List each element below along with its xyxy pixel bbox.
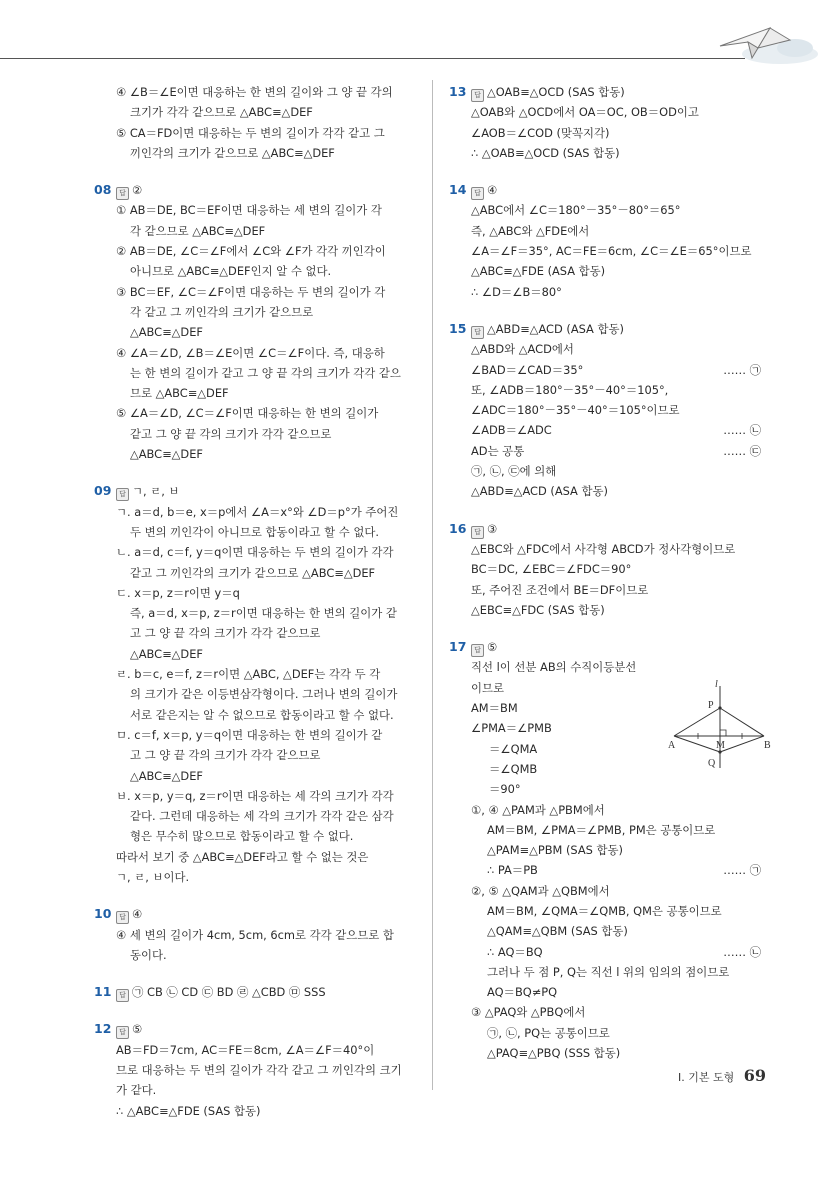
- question-header: [94, 982, 416, 1002]
- solution-line: [94, 867, 416, 887]
- solution-text: ∴ PA＝PB: [487, 863, 538, 878]
- answer-text: ⑤: [487, 640, 498, 655]
- solution-line: [94, 623, 416, 643]
- answer-text: ㉠ CB ㉡ CD ㉢ BD ㉣ △CBD ㉤ SSS: [132, 985, 326, 1000]
- solution-text: ②, ⑤ △QAM과 △QBM에서: [471, 883, 610, 898]
- question-header: [94, 481, 416, 501]
- solution-line: [449, 820, 769, 840]
- label-l: l: [715, 679, 718, 690]
- solution-text: AQ＝BQ≠PQ: [487, 985, 558, 1000]
- solution-line: [449, 200, 769, 220]
- question-number: 13: [449, 84, 467, 99]
- solution-text: 동이다.: [130, 947, 167, 962]
- solution-line: [94, 261, 416, 281]
- solution-text: ④ ∠B＝∠E이면 대응하는 한 변의 길이와 그 양 끝 각의: [116, 85, 393, 99]
- solution-line: [449, 1023, 769, 1043]
- solution-line: [94, 806, 416, 826]
- solution-line: [94, 143, 416, 163]
- solution-text: ∴ △OAB≡△OCD (SAS 합동): [471, 145, 620, 160]
- label-m: M: [716, 740, 725, 751]
- question-number: 11: [94, 984, 112, 1000]
- solution-line: [449, 901, 769, 921]
- solution-text: △PAM≡△PBM (SAS 합동): [487, 843, 623, 858]
- solution-line: [94, 644, 416, 664]
- solution-text: 즉, △ABC와 △FDE에서: [471, 223, 590, 238]
- solution-line: [94, 1101, 416, 1121]
- solution-text: ㄱ. a＝d, b＝e, x＝p에서 ∠A＝x°와 ∠D＝p°가 주어진: [116, 504, 399, 519]
- solution-line: [94, 502, 416, 522]
- solution-text: ∠ADB＝∠ADC: [471, 423, 552, 438]
- solution-text: 는 한 변의 길이가 같고 그 양 끝 각의 크기가 각각 같으: [130, 365, 401, 380]
- solution-text: 각 같고 그 끼인각의 크기가 같으므로: [130, 304, 314, 319]
- solution-text: BC＝DC, ∠EBC＝∠FDC＝90°: [471, 562, 632, 577]
- solution-line: [94, 1060, 416, 1080]
- solution-line: [449, 559, 769, 579]
- solution-line: [449, 580, 769, 600]
- solution-text: ∠PMA＝∠PMB: [471, 721, 552, 736]
- solution-line: [94, 542, 416, 562]
- reference-mark: …… ㉠: [723, 863, 761, 878]
- solution-line: [94, 200, 416, 220]
- solution-line: [94, 102, 416, 122]
- question-header: [449, 82, 769, 102]
- column-divider: [432, 80, 433, 1090]
- answer-text: ③: [487, 521, 498, 536]
- solution-text: 각 같으므로 △ABC≡△DEF: [130, 223, 266, 238]
- question-number: 17: [449, 639, 467, 655]
- solution-line: [94, 424, 416, 444]
- solution-text: ④ 세 변의 길이가 4cm, 5cm, 6cm로 각각 같으므로 합: [116, 927, 394, 942]
- solution-line: [449, 982, 769, 1002]
- solution-text: 같고 그 끼인각의 크기가 같으므로 △ABC≡△DEF: [130, 565, 376, 580]
- solution-text: 그러나 두 점 P, Q는 직선 l 위의 임의의 점이므로: [487, 964, 730, 979]
- segment-qa: [674, 736, 720, 752]
- solution-text: △ABC≡△DEF: [130, 447, 203, 462]
- solution-line: [94, 241, 416, 261]
- solution-text: 므로 △ABC≡△DEF: [130, 386, 229, 401]
- solution-line: [449, 600, 769, 620]
- label-a: A: [668, 740, 676, 751]
- solution-text: ② AB＝DE, ∠C＝∠F에서 ∠C와 ∠F가 각각 끼인각이: [116, 244, 386, 259]
- solution-line: [449, 800, 769, 820]
- solution-line: [94, 725, 416, 745]
- solution-text: △ABC≡△DEF: [130, 768, 203, 783]
- question-number: 15: [449, 320, 467, 336]
- solution-text: △ABC≡△DEF: [130, 325, 203, 340]
- solution-line: [449, 1043, 769, 1063]
- solution-text: AM＝BM, ∠PMA＝∠PMB, PM은 공통이므로: [487, 822, 716, 837]
- answer-text: △OAB≡△OCD (SAS 합동): [487, 85, 625, 99]
- solution-line: [449, 962, 769, 982]
- header-rule: [0, 58, 745, 59]
- solution-text: ⑤ ∠A＝∠D, ∠C＝∠F이면 대응하는 한 변의 길이가: [116, 406, 379, 421]
- question-header: [449, 637, 769, 657]
- question-header: [94, 180, 416, 200]
- solution-line: [449, 1002, 769, 1022]
- solution-line: [449, 539, 769, 559]
- solution-line: [449, 241, 769, 261]
- solution-line: [94, 1040, 416, 1060]
- solution-line: [94, 1080, 416, 1100]
- solution-text: 형은 무수히 많으므로 합동이라고 할 수 없다.: [130, 829, 354, 844]
- solution-line: [449, 881, 769, 901]
- solution-line: [449, 779, 769, 799]
- solution-line: [449, 840, 769, 860]
- solution-text: ③ BC＝EF, ∠C＝∠F이면 대응하는 두 변의 길이가 각: [116, 284, 386, 299]
- reference-mark: …… ㉠: [723, 362, 761, 377]
- reference-mark: …… ㉡: [723, 423, 761, 438]
- section-label: Ⅰ. 기본 도형: [678, 1071, 735, 1084]
- question-header: [94, 904, 416, 924]
- solution-text: ① AB＝DE, BC＝EF이면 대응하는 세 변의 길이가 각: [116, 203, 382, 218]
- solution-line: [94, 221, 416, 241]
- solution-line: [94, 847, 416, 867]
- solution-text: 끼인각의 크기가 같으므로 △ABC≡△DEF: [130, 145, 335, 160]
- solution-line: [94, 603, 416, 623]
- solution-line: [94, 82, 416, 102]
- page-number: 69: [743, 1066, 767, 1085]
- solution-line: [94, 444, 416, 464]
- solution-text: 같다. 그런데 대응하는 세 각의 크기가 각각 같은 삼각: [130, 809, 394, 824]
- solution-line: [449, 360, 769, 380]
- solution-line: [449, 221, 769, 241]
- solution-text: ＝∠QMA: [489, 741, 538, 756]
- solution-line: [94, 826, 416, 846]
- reference-mark: …… ㉡: [723, 944, 761, 959]
- solution-line: [449, 481, 769, 501]
- solution-line: [94, 766, 416, 786]
- question-number: 09: [94, 483, 112, 499]
- solution-line: [449, 921, 769, 941]
- solution-line: [94, 925, 416, 945]
- solution-text: ④ ∠A＝∠D, ∠B＝∠E이면 ∠C＝∠F이다. 즉, 대응하: [116, 345, 385, 360]
- answer-badge-icon: 답: [471, 89, 484, 102]
- answer-badge-icon: 답: [471, 526, 484, 539]
- solution-text: ∴ AQ＝BQ: [487, 944, 543, 959]
- solution-text: AD는 공통: [471, 443, 525, 458]
- question-header: [94, 1019, 416, 1039]
- solution-text: AM＝BM, ∠QMA＝∠QMB, QM은 공통이므로: [487, 903, 722, 918]
- solution-text: △ABD≡△ACD (ASA 합동): [471, 484, 608, 499]
- solution-text: 즉, a＝d, x＝p, z＝r이면 대응하는 한 변의 길이가 같: [130, 606, 397, 621]
- reference-mark: …… ㉢: [723, 443, 761, 458]
- right-column: [449, 82, 769, 1063]
- question-number: 12: [94, 1021, 112, 1037]
- solution-text: △PAQ≡△PBQ (SSS 합동): [487, 1046, 621, 1061]
- page-footer: [678, 1066, 766, 1085]
- solution-text: ①, ④ △PAM과 △PBM에서: [471, 802, 605, 817]
- solution-line: [94, 945, 416, 965]
- solution-text: 또, ∠ADB＝180°－35°－40°＝105°,: [471, 382, 669, 397]
- solution-text: 따라서 보기 중 △ABC≡△DEF라고 할 수 없는 것은: [116, 849, 369, 864]
- question-number: 16: [449, 520, 467, 536]
- solution-text: 가 같다.: [116, 1083, 157, 1098]
- solution-line: [449, 420, 769, 440]
- solution-text: 고 그 양 끝 각의 크기가 각각 같으므로: [130, 626, 321, 641]
- solution-text: AB＝FD＝7cm, AC＝FE＝8cm, ∠A＝∠F＝40°이: [116, 1042, 375, 1057]
- solution-text: 크기가 각각 같으므로 △ABC≡△DEF: [130, 105, 313, 120]
- solution-line: [449, 657, 769, 677]
- solution-text: ㄷ. x＝p, z＝r이면 y＝q: [116, 585, 240, 600]
- solution-line: [449, 102, 769, 122]
- solution-line: [449, 400, 769, 420]
- solution-text: ㄱ, ㄹ, ㅂ이다.: [116, 869, 190, 884]
- solution-text: 두 변의 끼인각이 아니므로 합동이라고 할 수 없다.: [130, 524, 380, 539]
- solution-line: [94, 343, 416, 363]
- solution-line: [449, 461, 769, 481]
- solution-line: [94, 322, 416, 342]
- solution-text: 고 그 양 끝 각의 크기가 각각 같으므로: [130, 748, 321, 763]
- question-number: 08: [94, 182, 112, 198]
- answer-badge-icon: 답: [116, 911, 129, 924]
- solution-text: △ABC≡△DEF: [130, 646, 203, 661]
- answer-text: ②: [132, 183, 143, 198]
- answer-text: ④: [132, 907, 143, 922]
- solution-text: △ABC≡△FDE (ASA 합동): [471, 264, 606, 279]
- solution-text: ∠AOB＝∠COD (맞꼭지각): [471, 125, 610, 140]
- answer-badge-icon: 답: [116, 989, 129, 1002]
- question-header: [449, 519, 769, 539]
- solution-text: ∠A＝∠F＝35°, AC＝FE＝6cm, ∠C＝∠E＝65°이므로: [471, 244, 752, 259]
- solution-text: ＝∠QMB: [489, 761, 538, 776]
- perpendicular-bisector-figure: [668, 678, 778, 770]
- solution-text: 의 크기가 같은 이등변삼각형이다. 그러나 변의 길이가: [130, 687, 398, 702]
- segment-pa: [674, 708, 720, 736]
- answer-badge-icon: 답: [116, 1026, 129, 1039]
- solution-text: 같고 그 양 끝 각의 크기가 각각 같으므로: [130, 426, 332, 441]
- solution-text: ⑤ CA＝FD이면 대응하는 두 변의 길이가 각각 같고 그: [116, 125, 385, 140]
- solution-line: [94, 563, 416, 583]
- solution-text: ㄹ. b＝c, e＝f, z＝r이면 △ABC, △DEF는 각각 두 각: [116, 667, 381, 682]
- solution-text: △EBC≡△FDC (SAS 합동): [471, 602, 605, 617]
- right-angle-mark: [720, 730, 726, 736]
- solution-line: [94, 383, 416, 403]
- question-number: 14: [449, 182, 467, 198]
- solution-text: △ABD와 △ACD에서: [471, 342, 574, 357]
- solution-line: [449, 441, 769, 461]
- label-q: Q: [708, 758, 716, 769]
- solution-line: [449, 380, 769, 400]
- answer-badge-icon: 답: [471, 187, 484, 200]
- solution-text: 아니므로 △ABC≡△DEF인지 알 수 없다.: [130, 264, 332, 279]
- solution-text: ㄴ. a＝d, c＝f, y＝q이면 대응하는 두 변의 길이가 각각: [116, 545, 394, 560]
- solution-line: [94, 664, 416, 684]
- label-p: P: [708, 700, 714, 711]
- solution-text: ③ △PAQ와 △PBQ에서: [471, 1005, 586, 1020]
- solution-line: [94, 363, 416, 383]
- solution-text: ㅂ. x＝p, y＝q, z＝r이면 대응하는 세 각의 크기가 각각: [116, 788, 394, 803]
- left-column: [94, 82, 416, 1121]
- solution-text: △OAB와 △OCD에서 OA＝OC, OB＝OD이고: [471, 105, 699, 120]
- solution-text: AM＝BM: [471, 701, 518, 716]
- answer-badge-icon: 답: [471, 644, 484, 657]
- solution-text: 이므로: [471, 680, 505, 695]
- solution-text: 또, 주어진 조건에서 BE＝DF이므로: [471, 582, 649, 597]
- question-header: [449, 180, 769, 200]
- paper-airplane-icon: [700, 18, 820, 68]
- question-header: [449, 319, 769, 339]
- answer-text: ㄱ, ㄹ, ㅂ: [132, 484, 180, 499]
- solution-text: ∠ADC＝180°－35°－40°＝105°이므로: [471, 403, 680, 418]
- solution-text: ㉠, ㉡, PQ는 공통이므로: [487, 1025, 610, 1040]
- solution-text: △ABC에서 ∠C＝180°－35°－80°＝65°: [471, 203, 681, 218]
- solution-line: [449, 942, 769, 962]
- solution-line: [449, 261, 769, 281]
- solution-line: [94, 123, 416, 143]
- solution-text: 직선 l이 선분 AB의 수직이등분선: [471, 660, 637, 675]
- solution-line: [94, 522, 416, 542]
- question-number: 10: [94, 906, 112, 922]
- answer-badge-icon: 답: [116, 488, 129, 501]
- solution-text: ∠BAD＝∠CAD＝35°: [471, 362, 584, 377]
- solution-line: [94, 282, 416, 302]
- solution-text: △QAM≡△QBM (SAS 합동): [487, 924, 628, 939]
- solution-line: [449, 339, 769, 359]
- answer-text: ④: [487, 183, 498, 198]
- answer-text: ⑤: [132, 1022, 143, 1037]
- solution-line: [94, 786, 416, 806]
- label-b: B: [764, 740, 771, 751]
- segment-pb: [720, 708, 764, 736]
- answer-badge-icon: 답: [116, 187, 129, 200]
- solution-line: [449, 143, 769, 163]
- solution-text: △EBC와 △FDC에서 사각형 ABCD가 정사각형이므로: [471, 541, 736, 556]
- answer-badge-icon: 답: [471, 326, 484, 339]
- solution-line: [449, 123, 769, 143]
- solution-line: [94, 745, 416, 765]
- solution-line: [94, 583, 416, 603]
- solution-line: [449, 282, 769, 302]
- solution-line: [94, 302, 416, 322]
- solution-text: ㅁ. c＝f, x＝p, y＝q이면 대응하는 한 변의 길이가 같: [116, 727, 383, 742]
- solution-text: ∴ △ABC≡△FDE (SAS 합동): [116, 1103, 261, 1118]
- solution-text: ＝90°: [489, 782, 521, 797]
- solution-line: [94, 684, 416, 704]
- answer-text: △ABD≡△ACD (ASA 합동): [487, 321, 624, 336]
- solution-text: ∴ ∠D＝∠B＝80°: [471, 284, 562, 299]
- solution-line: [94, 403, 416, 423]
- solution-line: [449, 860, 769, 880]
- solution-text: ㉠, ㉡, ㉢에 의해: [471, 464, 557, 479]
- solution-line: [94, 705, 416, 725]
- solution-text: 서로 같은지는 알 수 없으므로 합동이라고 할 수 없다.: [130, 707, 394, 722]
- solution-text: 므로 대응하는 두 변의 길이가 각각 같고 그 끼인각의 크기: [116, 1063, 402, 1078]
